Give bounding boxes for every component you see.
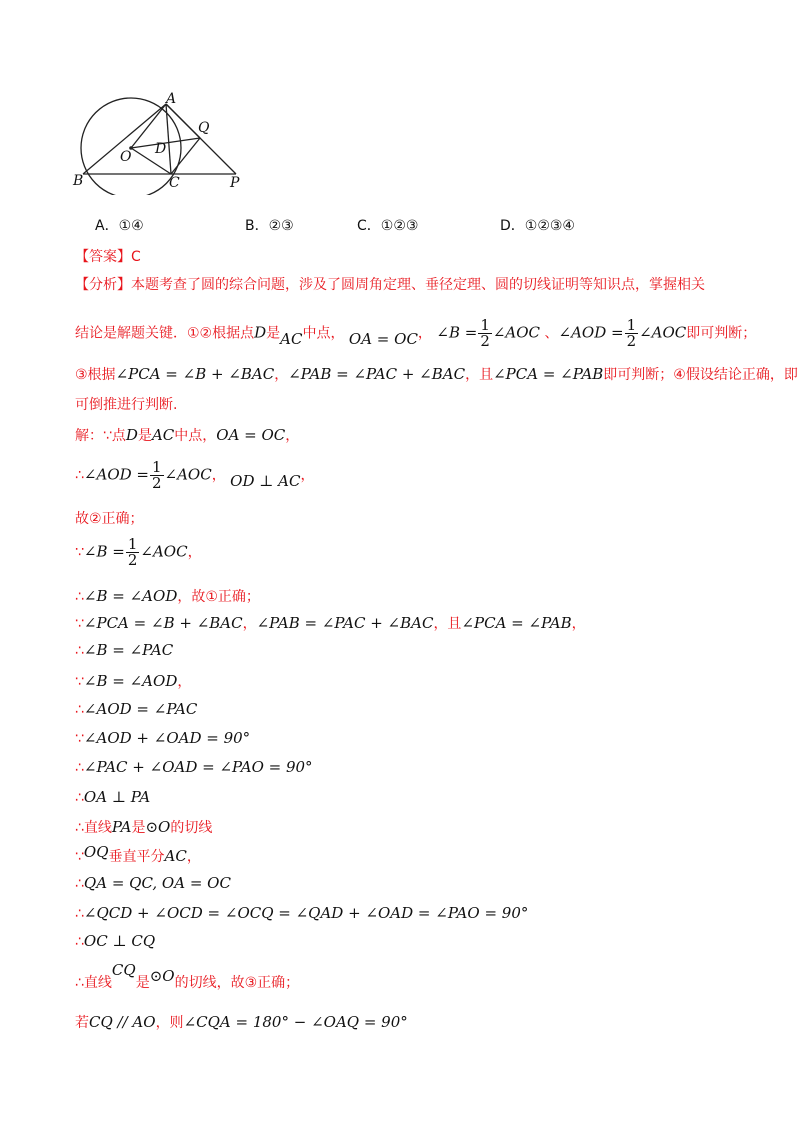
solution-line-11: ∴∠PAC + ∠OAD = ∠PAO = 90°: [75, 758, 313, 776]
solution-line-6: ∵∠PCA = ∠B + ∠BAC，∠PAB = ∠PAC + ∠BAC，且∠PCA = ∠PAB，: [75, 614, 586, 632]
analysis-line-4: 可倒推进行判断.: [75, 397, 178, 413]
solution-line-9: ∴∠AOD = ∠PAC: [75, 700, 198, 718]
solution-line-13: ∴直线PA是⊙O的切线: [75, 818, 213, 836]
label-b: B: [73, 173, 84, 189]
analysis-line-1: 【分析】本题考查了圆的综合问题，涉及了圆周角定理、垂径定理、圆的切线证明等知识点，掌握相关: [75, 277, 705, 293]
line-aq: [166, 104, 200, 138]
solution-line-16: ∴∠QCD + ∠OCD = ∠OCQ = ∠QAD + ∠OAD = ∠PAO = 90°: [75, 904, 529, 922]
solution-line-1: 解：∵点D是AC中点，OA = OC，: [75, 426, 300, 444]
solution-line-10: ∵∠AOD + ∠OAD = 90°: [75, 729, 251, 747]
solution-line-8: ∵∠B = ∠AOD，: [75, 672, 192, 690]
line-cq: [171, 138, 200, 174]
solution-line-15: ∴QA = QC, OA = OC: [75, 874, 231, 892]
solution-line-4: ∵∠B = $\frac{1}{2}$ ∠AOC，: [75, 535, 202, 569]
analysis-line-3: ③根据∠PCA = ∠B + ∠BAC，∠PAB = ∠PAC + ∠BAC，且∠PCA = ∠PAB即可判断；④假设结论正确，即: [75, 365, 798, 383]
option-a: A．①④: [95, 218, 144, 234]
label-a: A: [166, 91, 177, 107]
solution-line-12: ∴OA ⊥ PA: [75, 788, 151, 806]
option-d: D．①②③④: [500, 218, 575, 234]
solution-line-19: 若CQ // AO，则∠CQA = 180° − ∠OAQ = 90°: [75, 1013, 408, 1031]
analysis-line-2: 结论是解题关键．①②根据点D是AC中点， OA = OC， ∠B = $\frac{1}{2}$ ∠AOC 、∠AOD = $\frac{1}{2}$ ∠AOC即可判断；: [75, 316, 757, 350]
answer-line: 【答案】C: [75, 249, 141, 265]
solution-line-17: ∴OC ⊥ CQ: [75, 932, 156, 950]
solution-line-18: ∴直线CQ是⊙O的切线，故③正确；: [75, 961, 300, 991]
solution-line-14: ∵OQ垂直平分AC，: [75, 843, 201, 865]
option-c: C．①②③: [357, 218, 419, 234]
label-d: D: [155, 141, 167, 157]
solution-line-7: ∴∠B = ∠PAC: [75, 641, 174, 659]
solution-line-2: ∴∠AOD = $\frac{1}{2}$ ∠AOC， OD ⊥ AC，: [75, 458, 315, 492]
label-o: O: [120, 149, 132, 165]
solution-line-3: 故②正确；: [75, 511, 144, 527]
option-b: B．②③: [245, 218, 294, 234]
geometry-figure: [70, 90, 260, 195]
label-c: C: [169, 175, 180, 191]
solution-line-5: ∴∠B = ∠AOD，故①正确；: [75, 587, 260, 605]
label-p: P: [230, 175, 240, 191]
label-q: Q: [198, 120, 210, 136]
